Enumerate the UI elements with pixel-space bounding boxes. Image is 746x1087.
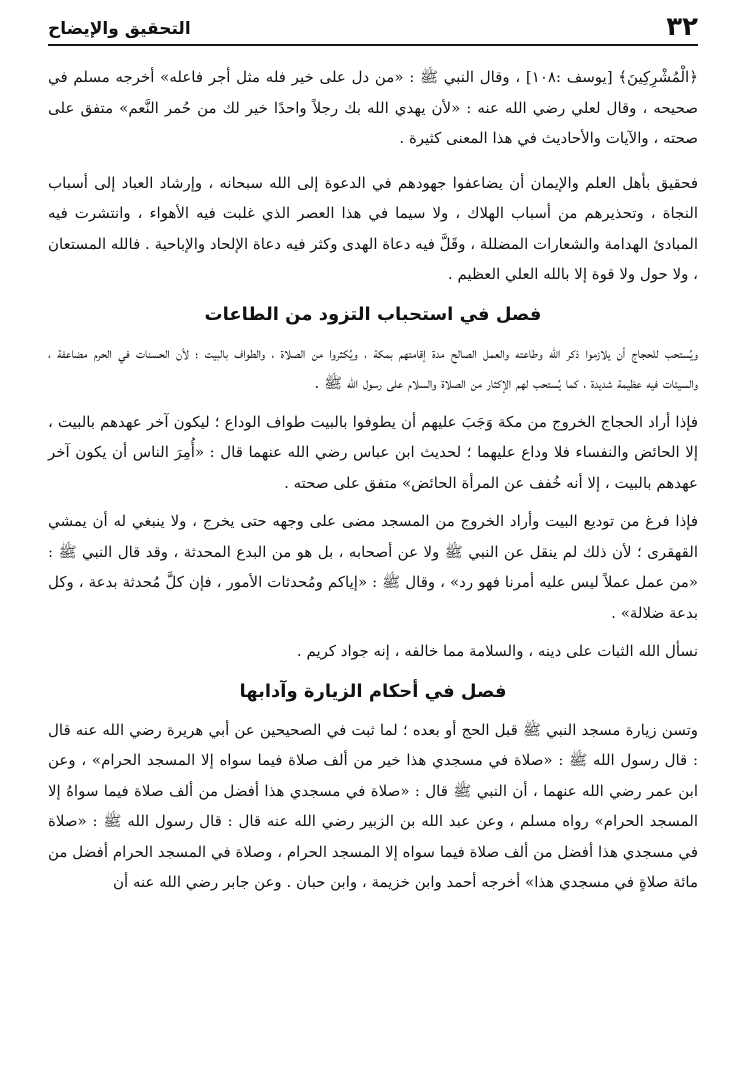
paragraph-1: ﴿الْمُشْرِكِينَ﴾ [يوسف :١٠٨] ، وقال النبي ﷺ : «من دل على خير فله مثل أجر فاعله» أخرجه مسلم في صحيحه ، وقال لعلي رضي الله عنه : «لأن يهدي الله بك رجلاً واحدًا خير لك من حُمر النَّعم» متفق على صحته ، والآيات والأحاديث في هذا المعنى كثيرة . [48,68,699,147]
page-header [48,6,698,46]
running-title: التحقيق والإيضاح [48,19,191,39]
paragraph-4: فإذا أراد الحجاج الخروج من مكة وَجَبَ عليهم أن يطوفوا بالبيت طواف الوداع ؛ ليكون آخر عهدهم بالبيت ، إلا الحائض والنفساء فلا وداع عليهما ؛ لحديث ابن عباس رضي الله عنهما قال : «أُمِرَ الناس أن يكون آخر عهدهم بالبيت ، إلا أنه خُفف عن المرأة الحائض» متفق على صحته . [48,412,699,492]
page-body [48,62,698,906]
paragraph-7: وتسن زيارة مسجد النبي ﷺ قبل الحج أو بعده ؛ لما ثبت في الصحيحين عن أبي هريرة رضي الله عنه قال : قال رسول الله ﷺ : «صلاة في مسجدي هذا خير من ألف صلاة فيما سواه إلا المسجد الحرام» ، وعن ابن عمر رضي الله عنهما ، أن النبي ﷺ قال : «صلاة في مسجدي هذا أفضل من ألف صلاة فيما سواهُ إلا المسجد الحرام» رواه مسلم ، وعن عبد الله بن الزبير رضي الله عنه قال : قال رسول الله ﷺ : «صلاة في مسجدي هذا أفضل من ألف صلاة فيما سواه إلا المسجد الحرام ، وصلاة في المسجد الحرام أفضل من مائة صلاةٍ في مسجدي هذا» أخرجه أحمد وابن خزيمة ، وابن حبان . وعن جابر رضي الله عنه أن [48,720,698,891]
paragraph-6: نسأل الله الثبات على دينه ، والسلامة مما خالفه ، إنه جواد كريم . [296,642,698,660]
paragraph-3: ويُستحب للحجاج أن يلازموا ذكر الله وطاعته والعمل الصالح مدة إقامتهم بمكة ، ويُكثروا من الصلاة ، والطواف بالبيت ؛ لأن الحسنات في الحرم مضاعفة ، والسيئات فيه عظيمة شديدة ، كما يُستحب لهم الإكثار من الصلاة والسلام على رسول الله ﷺ . [48,343,698,392]
paragraph-2: فحقيق بأهل العلم والإيمان أن يضاعفوا جهودهم في الدعوة إلى الله سبحانه ، وإرشاد العباد إلى أسباب النجاة ، وتحذيرهم من أسباب الهلاك ، ولا سيما في هذا العصر الذي غلبت فيه الأهواء ، وانتشرت فيه المبادئ الهدامة والشعارات المضللة ، وقَلَّ فيه دعاة الهدى وكثر فيه دعاة الإلحاد والإباحية . فالله المستعان ، ولا حول ولا قوة إلا بالله العلي العظيم . [48,173,698,283]
page-number: ٣٢ [666,12,698,42]
paragraph-5: فإذا فرغ من توديع البيت وأراد الخروج من المسجد مضى على وجهه حتى يخرج ، ولا ينبغي له أن يمشي القهقرى ؛ لأن ذلك لم ينقل عن النبي ﷺ ولا عن أصحابه ، بل هو من البدع المحدثة ، وقد قال النبي ﷺ : «من عمل عملاً ليس عليه أمرنا فهو رد» ، وقال ﷺ : «إياكم ومُحدثات الأمور ، فإن كلَّ مُحدثة بدعة ، وكل بدعة ضلالة» . [48,512,698,622]
section-heading-1: فصل في استحباب التزود من الطاعات [204,303,542,325]
section-heading-2: فصل في أحكام الزيارة وآدابها [239,680,507,702]
